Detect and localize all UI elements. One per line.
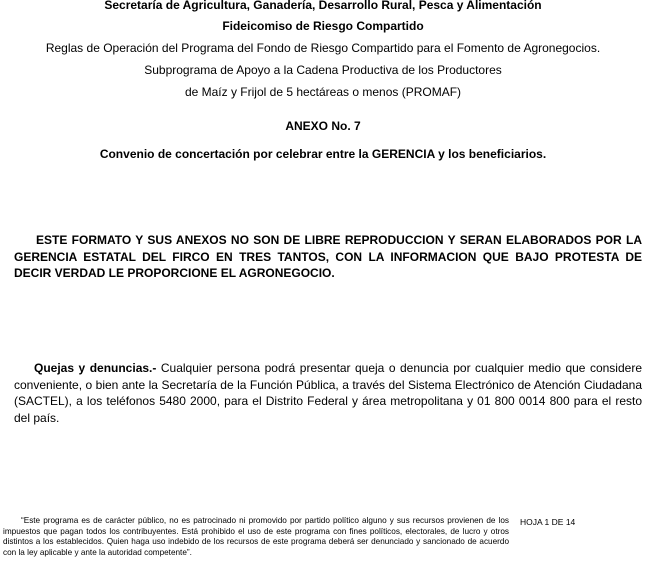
rules-heading: Reglas de Operación del Programa del Fondo de Riesgo Compartido para el Fomento de Agronegocios. xyxy=(45,41,601,55)
trust-heading: Fideicomiso de Riesgo Compartido xyxy=(222,19,424,33)
reproduction-notice: ESTE FORMATO Y SUS ANEXOS NO SON DE LIBRE REPRODUCCION Y SERAN ELABORADOS POR LA GERENCIA ESTATAL DEL FIRCO EN TRES TANTOS, CON LA INFORMACION QUE BAJO PROTESTA DE DECIR VERDAD LE PROPORCIONE EL AGRONEGOCIO. xyxy=(14,233,642,280)
complaints-paragraph xyxy=(14,360,642,426)
ministry-heading: Secretaría de Agricultura, Ganadería, Desarrollo Rural, Pesca y Alimentación xyxy=(104,0,542,12)
subprogram-line-2: de Maíz y Frijol de 5 hectáreas o menos (PROMAF) xyxy=(184,85,462,99)
subprogram-line-1: Subprograma de Apoyo a la Cadena Productiva de los Productores xyxy=(144,63,502,77)
annex-title: ANEXO No. 7 xyxy=(285,119,361,133)
complaints-text: Cualquier persona podrá presentar queja o denuncia por cualquier medio que considere conveniente, o bien ante la Secretaría de la Función Pública, a través del Sistema Electrónico de Atención Ciudadana (SACTEL), a los teléfonos 5480 2000, para el Distrito Federal y área metropolitana y 01 800 0014 800 para el resto del país. xyxy=(14,361,642,425)
footer-legal-note: “Este programa es de carácter público, no es patrocinado ni promovido por partido político alguno y sus recursos provienen de los impuestos que pagan todos los contribuyentes. Está prohibido el uso de este programa con fines políticos, electorales, de lucro y otros distintos a los establecidos. Quien haga uso indebido de los recursos de este programa deberá ser denunciado y sancionado de acuerdo con la ley aplicable y ante la autoridad competente”. xyxy=(3,516,509,557)
agreement-title: Convenio de concertación por celebrar entre la GERENCIA y los beneficiarios. xyxy=(99,147,547,161)
page-number: HOJA 1 DE 14 xyxy=(520,517,576,527)
complaints-lead: Quejas y denuncias.- xyxy=(34,361,157,375)
